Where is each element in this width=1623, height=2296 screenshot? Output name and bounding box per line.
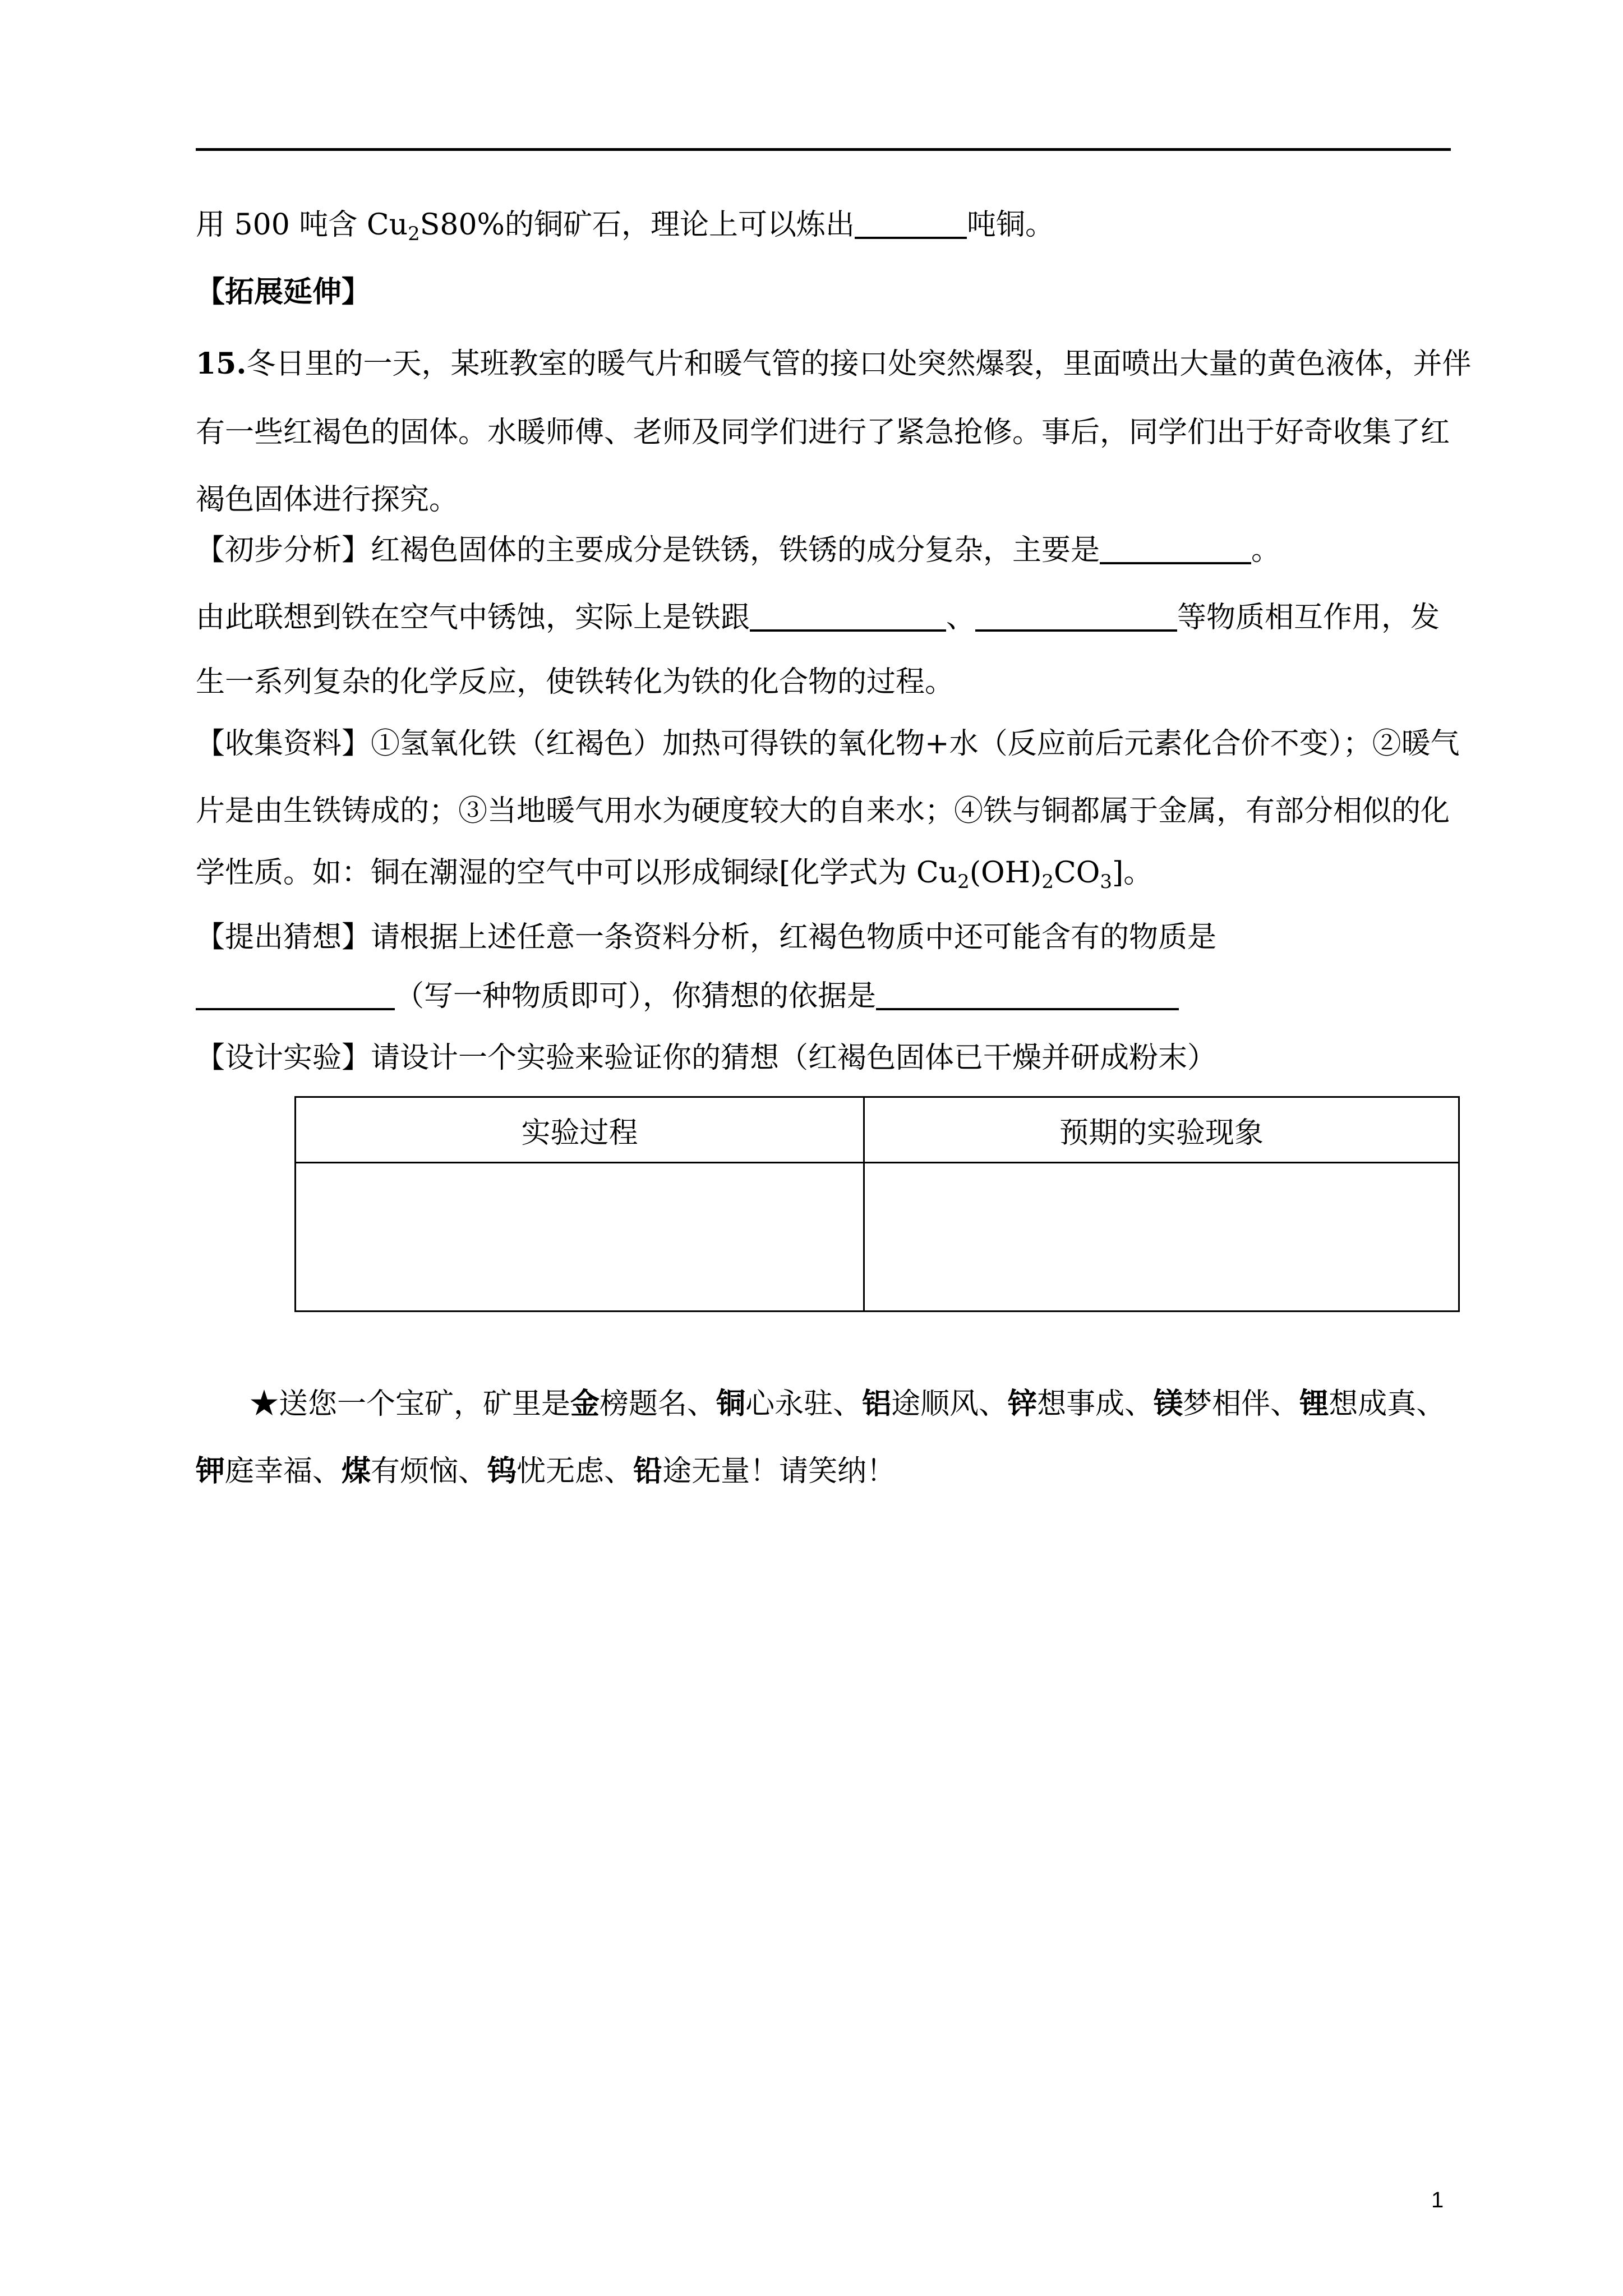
expected-phenomenon-cell[interactable] [864, 1163, 1459, 1312]
star-icon: ★ [250, 1387, 279, 1421]
collected-info-line-2: 片是由生铁铸成的；③当地暖气用水为硬度较大的自来水；④铁与铜都属于金属，有部分相似的化 [196, 794, 1450, 828]
hypothesis-basis-blank[interactable] [876, 979, 1179, 1010]
hypothesis-substance-blank[interactable] [196, 979, 395, 1010]
question-number: 15. [196, 347, 247, 381]
section-title: 【拓展延伸】 [196, 275, 371, 309]
experiment-table [294, 1096, 1460, 1312]
header-rule [196, 148, 1451, 151]
blessing-line-1: ★送您一个宝矿，矿里是金榜题名、铜心永驻、铝途顺风、锌想事成、镁梦相伴、锂想成真、 [250, 1387, 1446, 1421]
procedure-cell[interactable] [296, 1163, 864, 1312]
question-15-line-1: 15.冬日里的一天，某班教室的暖气片和暖气管的接口处突然爆裂，里面喷出大量的黄色液体，并伴 [196, 347, 1472, 381]
table-row [296, 1163, 1459, 1312]
rust-substance-blank-2[interactable] [975, 600, 1177, 632]
copper-ore-question: 用 500 吨含 $Cu_2S80\%$的铜矿石，理论上可以炼出 吨铜。 [196, 208, 1054, 245]
hypothesis-line-1: 【提出猜想】请根据上述任意一条资料分析，红褐色物质中还可能含有的物质是 [196, 921, 1217, 954]
rust-component-blank[interactable] [1100, 533, 1251, 564]
table-header-row [296, 1097, 1459, 1163]
blessing-line-2: 钾庭幸福、煤有烦恼、钨忧无虑、铅途无量！请笑纳！ [196, 1454, 896, 1488]
rusting-line-1: 由此联想到铁在空气中锈蚀，实际上是铁跟 、 等物质相互作用，发 [196, 601, 1440, 634]
table-header-procedure: 实验过程 [296, 1097, 864, 1163]
initial-analysis: 【初步分析】红褐色固体的主要成分是铁锈，铁锈的成分复杂，主要是 。 [196, 533, 1281, 567]
answer-blank[interactable] [855, 208, 967, 239]
collected-info-line-1: 【收集资料】①氢氧化铁（红褐色）加热可得铁的氧化物+水（反应前后元素化合价不变）；②暖气 [196, 727, 1460, 761]
hypothesis-line-2: （写一种物质即可），你猜想的依据是 [196, 976, 1452, 1016]
table-header-expected: 预期的实验现象 [864, 1097, 1459, 1163]
page-number: 1 [1431, 2188, 1444, 2212]
question-15-line-2: 有一些红褐色的固体。水暖师傅、老师及同学们进行了紧急抢修。事后，同学们出于好奇收集了红 [196, 416, 1450, 449]
collected-info-line-3: 学性质。如：铜在潮湿的空气中可以形成铜绿[化学式为 $Cu_2(OH)_2CO_3$]。 [196, 856, 1153, 893]
rust-substance-blank-1[interactable] [750, 600, 946, 632]
rusting-line-2: 生一系列复杂的化学反应，使铁转化为铁的化合物的过程。 [196, 665, 955, 699]
question-15-line-3: 褐色固体进行探究。 [196, 483, 459, 517]
design-experiment: 【设计实验】请设计一个实验来验证你的猜想（红褐色固体已干燥并研成粉末） [196, 1041, 1217, 1075]
